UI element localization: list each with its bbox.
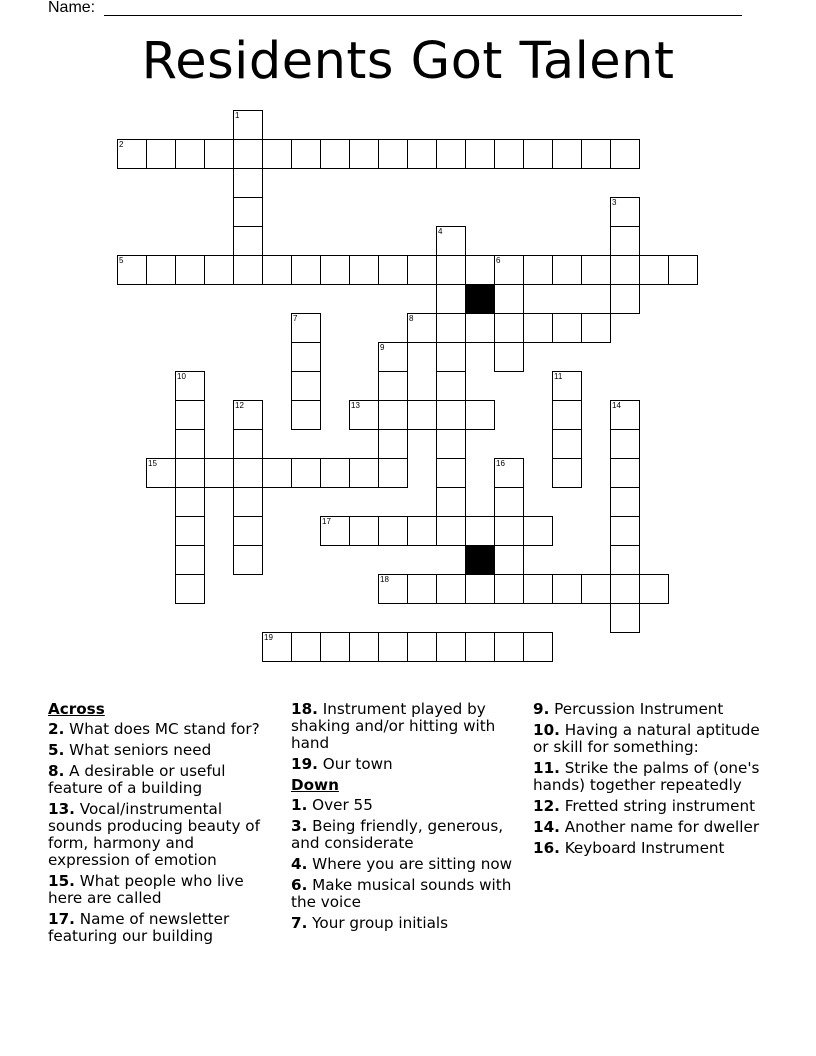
- grid-cell[interactable]: [407, 139, 437, 169]
- grid-cell[interactable]: [494, 313, 524, 343]
- grid-cell[interactable]: [523, 632, 553, 662]
- clue-down-4: [291, 856, 521, 873]
- clue-column-1: [48, 701, 278, 949]
- grid-cell[interactable]: [436, 516, 466, 546]
- grid-cell[interactable]: [436, 632, 466, 662]
- grid-cell[interactable]: [436, 400, 466, 430]
- grid-cell[interactable]: [465, 255, 495, 285]
- grid-cell[interactable]: [175, 574, 205, 604]
- grid-cell[interactable]: [523, 574, 553, 604]
- grid-cell[interactable]: [320, 632, 350, 662]
- grid-cell[interactable]: [610, 284, 640, 314]
- grid-cell[interactable]: [233, 139, 263, 169]
- clue-text: Name of newsletter featuring our building: [48, 910, 230, 945]
- grid-cell[interactable]: [436, 458, 466, 488]
- grid-cell[interactable]: [581, 313, 611, 343]
- grid-cell[interactable]: [378, 516, 408, 546]
- grid-cell[interactable]: [233, 226, 263, 256]
- grid-cell[interactable]: [436, 255, 466, 285]
- clue-text: Our town: [322, 755, 393, 773]
- clue-across-18: [291, 701, 521, 752]
- grid-cell[interactable]: [581, 255, 611, 285]
- grid-cell[interactable]: [552, 400, 582, 430]
- grid-cell[interactable]: [610, 458, 640, 488]
- grid-cell[interactable]: [436, 313, 466, 343]
- grid-cell[interactable]: [378, 342, 408, 372]
- grid-cell[interactable]: [436, 574, 466, 604]
- clue-text: Make musical sounds with the voice: [291, 876, 512, 911]
- cell-number: 15: [148, 459, 157, 468]
- grid-cell[interactable]: [436, 284, 466, 314]
- grid-cell[interactable]: [233, 255, 263, 285]
- grid-cell[interactable]: [610, 429, 640, 459]
- clue-number: 1.: [291, 796, 308, 814]
- grid-cell[interactable]: [175, 429, 205, 459]
- clue-number: 15.: [48, 872, 75, 890]
- grid-cell[interactable]: [639, 255, 669, 285]
- grid-cell[interactable]: [378, 458, 408, 488]
- clue-down-1: [291, 797, 521, 814]
- grid-cell[interactable]: [523, 313, 553, 343]
- clue-down-3: [291, 818, 521, 852]
- clue-down-9: [533, 701, 763, 718]
- clue-number: 10.: [533, 721, 560, 739]
- grid-cell[interactable]: [291, 342, 321, 372]
- grid-cell[interactable]: [378, 400, 408, 430]
- clue-text: What people who live here are called: [48, 872, 244, 907]
- grid-cell[interactable]: [320, 458, 350, 488]
- grid-cell[interactable]: [320, 516, 350, 546]
- grid-cell[interactable]: [668, 255, 698, 285]
- grid-cell[interactable]: [639, 574, 669, 604]
- cell-number: 11: [554, 372, 563, 381]
- grid-cell[interactable]: [465, 516, 495, 546]
- clue-text: Being friendly, generous, and considerate: [291, 817, 504, 852]
- grid-cell[interactable]: [233, 168, 263, 198]
- grid-cell[interactable]: [233, 545, 263, 575]
- clue-across-15: [48, 873, 278, 907]
- grid-cell[interactable]: [378, 371, 408, 401]
- grid-cell[interactable]: [552, 313, 582, 343]
- grid-cell[interactable]: [494, 574, 524, 604]
- grid-cell[interactable]: [465, 139, 495, 169]
- clue-number: 6.: [291, 876, 308, 894]
- grid-cell[interactable]: [291, 255, 321, 285]
- grid-cell[interactable]: [581, 139, 611, 169]
- grid-cell[interactable]: [494, 545, 524, 575]
- grid-cell[interactable]: [436, 342, 466, 372]
- clue-number: 19.: [291, 755, 318, 773]
- grid-cell[interactable]: [494, 516, 524, 546]
- cell-number: 3: [612, 198, 617, 207]
- grid-cell[interactable]: [146, 255, 176, 285]
- grid-cell[interactable]: [146, 458, 176, 488]
- grid-cell[interactable]: [378, 632, 408, 662]
- clue-down-16: [533, 840, 763, 857]
- clue-down-12: [533, 798, 763, 815]
- grid-cell[interactable]: [610, 516, 640, 546]
- grid-cell[interactable]: [233, 400, 263, 430]
- grid-cell[interactable]: [291, 313, 321, 343]
- grid-cell[interactable]: [349, 632, 379, 662]
- clue-across-17: [48, 911, 278, 945]
- clue-text: Your group initials: [312, 914, 449, 932]
- grid-cell[interactable]: [610, 139, 640, 169]
- clue-number: 4.: [291, 855, 308, 873]
- grid-cell[interactable]: [349, 516, 379, 546]
- grid-cell[interactable]: [610, 574, 640, 604]
- clue-number: 14.: [533, 818, 560, 836]
- cell-number: 13: [351, 401, 360, 410]
- clue-text: Where you are sitting now: [312, 855, 513, 873]
- grid-block: [465, 284, 495, 314]
- grid-cell[interactable]: [465, 400, 495, 430]
- cell-number: 16: [496, 459, 505, 468]
- grid-cell[interactable]: [610, 487, 640, 517]
- clue-text: Having a natural aptitude or skill for something:: [533, 721, 760, 756]
- clue-text: Percussion Instrument: [554, 700, 724, 718]
- clue-text: Over 55: [312, 796, 373, 814]
- grid-cell[interactable]: [610, 226, 640, 256]
- cell-number: 10: [177, 372, 186, 381]
- grid-cell[interactable]: [552, 429, 582, 459]
- cell-number: 2: [119, 140, 124, 149]
- grid-cell[interactable]: [407, 313, 437, 343]
- cell-number: 8: [409, 314, 414, 323]
- clue-text: Another name for dweller: [564, 818, 760, 836]
- grid-cell[interactable]: [465, 313, 495, 343]
- clue-number: 9.: [533, 700, 550, 718]
- cell-number: 17: [322, 517, 331, 526]
- clue-across-2: [48, 721, 278, 738]
- grid-cell[interactable]: [436, 371, 466, 401]
- grid-cell[interactable]: [552, 458, 582, 488]
- clue-number: 11.: [533, 759, 560, 777]
- clue-text: A desirable or useful feature of a building: [48, 762, 226, 797]
- grid-cell[interactable]: [291, 371, 321, 401]
- grid-cell[interactable]: [494, 284, 524, 314]
- grid-cell[interactable]: [175, 516, 205, 546]
- clue-number: 16.: [533, 839, 560, 857]
- cell-number: 14: [612, 401, 621, 410]
- clue-across-13: [48, 801, 278, 869]
- cell-number: 9: [380, 343, 385, 352]
- clue-column-2: [291, 701, 521, 936]
- clue-across-8: [48, 763, 278, 797]
- grid-cell[interactable]: [523, 255, 553, 285]
- grid-cell[interactable]: [204, 255, 234, 285]
- cell-number: 5: [119, 256, 124, 265]
- grid-cell[interactable]: [610, 400, 640, 430]
- grid-cell[interactable]: [175, 255, 205, 285]
- grid-cell[interactable]: [465, 574, 495, 604]
- clue-text: Fretted string instrument: [564, 797, 756, 815]
- grid-cell[interactable]: [494, 342, 524, 372]
- page-title: Residents Got Talent: [141, 32, 675, 91]
- grid-cell[interactable]: [378, 429, 408, 459]
- grid-cell[interactable]: [436, 487, 466, 517]
- grid-cell[interactable]: [378, 255, 408, 285]
- grid-cell[interactable]: [204, 458, 234, 488]
- grid-cell[interactable]: [494, 487, 524, 517]
- clue-text: Strike the palms of (one's hands) together repeatedly: [533, 759, 760, 794]
- grid-cell[interactable]: [233, 458, 263, 488]
- clue-text: Instrument played by shaking and/or hitting with hand: [291, 700, 496, 752]
- clue-number: 3.: [291, 817, 308, 835]
- grid-cell[interactable]: [117, 255, 147, 285]
- grid-cell[interactable]: [291, 139, 321, 169]
- grid-cell[interactable]: [349, 139, 379, 169]
- grid-block: [465, 545, 495, 575]
- clue-column-3: [533, 701, 763, 861]
- grid-cell[interactable]: [494, 632, 524, 662]
- grid-cell[interactable]: [233, 110, 263, 140]
- grid-cell[interactable]: [291, 632, 321, 662]
- grid-cell[interactable]: [552, 139, 582, 169]
- grid-cell[interactable]: [349, 458, 379, 488]
- grid-cell[interactable]: [523, 516, 553, 546]
- grid-cell[interactable]: [146, 139, 176, 169]
- grid-cell[interactable]: [407, 400, 437, 430]
- grid-cell[interactable]: [378, 574, 408, 604]
- grid-cell[interactable]: [320, 255, 350, 285]
- clue-number: 13.: [48, 800, 75, 818]
- clue-down-11: [533, 760, 763, 794]
- grid-cell[interactable]: [175, 458, 205, 488]
- grid-cell[interactable]: [552, 574, 582, 604]
- grid-cell[interactable]: [494, 458, 524, 488]
- grid-cell[interactable]: [117, 139, 147, 169]
- cell-number: 6: [496, 256, 501, 265]
- cell-number: 7: [293, 314, 298, 323]
- grid-cell[interactable]: [262, 139, 292, 169]
- clue-across-5: [48, 742, 278, 759]
- clue-down-14: [533, 819, 763, 836]
- clue-text: What seniors need: [69, 741, 212, 759]
- grid-cell[interactable]: [610, 255, 640, 285]
- grid-cell[interactable]: [378, 139, 408, 169]
- grid-cell[interactable]: [552, 255, 582, 285]
- grid-cell[interactable]: [552, 371, 582, 401]
- clue-number: 18.: [291, 700, 318, 718]
- grid-cell[interactable]: [436, 139, 466, 169]
- grid-cell[interactable]: [175, 371, 205, 401]
- clue-down-6: [291, 877, 521, 911]
- cell-number: 1: [235, 111, 240, 120]
- down-heading: Down: [291, 776, 339, 794]
- clue-number: 8.: [48, 762, 65, 780]
- grid-cell[interactable]: [610, 603, 640, 633]
- grid-cell[interactable]: [407, 574, 437, 604]
- clue-number: 2.: [48, 720, 65, 738]
- clue-across-19: [291, 756, 521, 773]
- cell-number: 19: [264, 633, 273, 642]
- clue-number: 12.: [533, 797, 560, 815]
- clue-text: Keyboard Instrument: [564, 839, 725, 857]
- cell-number: 18: [380, 575, 389, 584]
- grid-cell[interactable]: [233, 516, 263, 546]
- grid-cell[interactable]: [204, 139, 234, 169]
- grid-cell[interactable]: [175, 139, 205, 169]
- grid-cell[interactable]: [610, 197, 640, 227]
- grid-cell[interactable]: [233, 197, 263, 227]
- name-label: Name:: [48, 0, 96, 16]
- grid-cell[interactable]: [233, 429, 263, 459]
- grid-cell[interactable]: [610, 545, 640, 575]
- grid-cell[interactable]: [465, 632, 495, 662]
- grid-cell[interactable]: [436, 429, 466, 459]
- cell-number: 4: [438, 227, 443, 236]
- grid-cell[interactable]: [523, 139, 553, 169]
- grid-cell[interactable]: [494, 255, 524, 285]
- grid-cell[interactable]: [262, 632, 292, 662]
- grid-cell[interactable]: [407, 255, 437, 285]
- clue-down-7: [291, 915, 521, 932]
- grid-cell[interactable]: [291, 458, 321, 488]
- grid-cell[interactable]: [262, 255, 292, 285]
- grid-cell[interactable]: [233, 487, 263, 517]
- clue-number: 5.: [48, 741, 65, 759]
- clue-text: Vocal/instrumental sounds producing beauty of form, harmony and expression of emotion: [48, 800, 260, 869]
- grid-cell[interactable]: [349, 400, 379, 430]
- grid-cell[interactable]: [320, 139, 350, 169]
- grid-cell[interactable]: [436, 226, 466, 256]
- clue-number: 7.: [291, 914, 308, 932]
- across-heading: Across: [48, 700, 105, 718]
- grid-cell[interactable]: [291, 400, 321, 430]
- grid-cell[interactable]: [349, 255, 379, 285]
- grid-cell[interactable]: [494, 139, 524, 169]
- grid-cell[interactable]: [262, 458, 292, 488]
- cell-number: 12: [235, 401, 244, 410]
- grid-cell[interactable]: [407, 516, 437, 546]
- grid-cell[interactable]: [407, 632, 437, 662]
- clue-down-10: [533, 722, 763, 756]
- grid-cell[interactable]: [175, 487, 205, 517]
- grid-cell[interactable]: [175, 545, 205, 575]
- clue-number: 17.: [48, 910, 75, 928]
- grid-cell[interactable]: [175, 400, 205, 430]
- clue-text: What does MC stand for?: [69, 720, 260, 738]
- grid-cell[interactable]: [581, 574, 611, 604]
